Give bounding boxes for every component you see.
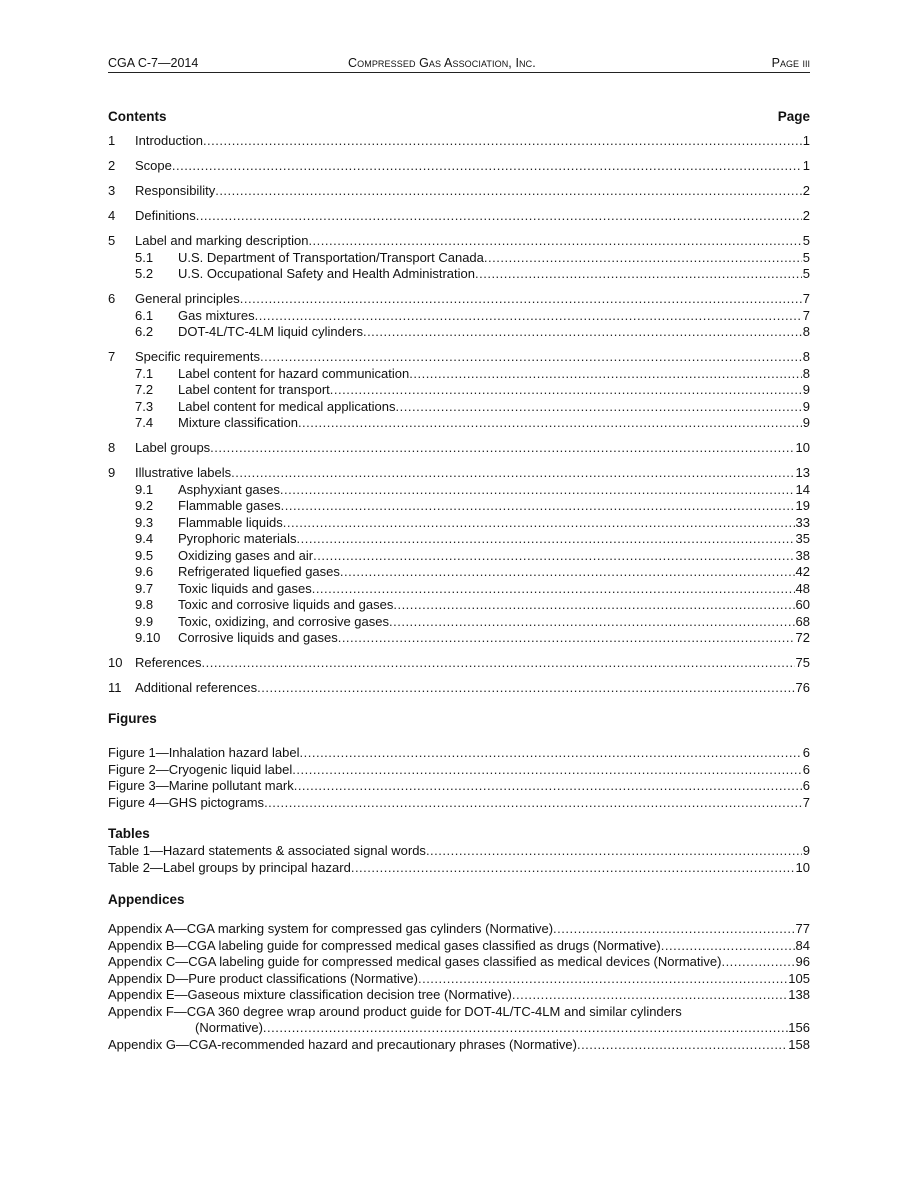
entry-page-number: 75 — [795, 655, 810, 670]
dot-leader — [661, 938, 795, 955]
appendix-entry[interactable] — [108, 1004, 810, 1037]
dot-leader — [201, 655, 794, 672]
entry-title-continuation: (Normative) — [195, 1020, 263, 1035]
contents-list — [108, 133, 810, 705]
entry-title: Label content for medical applications — [178, 398, 396, 414]
entry-number: 9.7 — [135, 580, 154, 596]
entry-number: 7 — [108, 349, 116, 364]
entry-number: 9.2 — [135, 498, 154, 513]
entry-number: 7.4 — [135, 415, 154, 430]
entry-page-number: 7 — [802, 307, 810, 323]
toc-subentry[interactable] — [108, 614, 810, 631]
entry-page-number: 14 — [795, 481, 810, 497]
entry-number: 3 — [108, 183, 116, 198]
entry-title: Asphyxiant gases — [178, 481, 280, 497]
entry-title: Flammable liquids — [178, 514, 283, 530]
toc-subentry[interactable] — [108, 399, 810, 416]
entry-title: Appendix G—CGA-recommended hazard and precautionary phrases (Normative) — [108, 1036, 577, 1052]
dot-leader — [280, 482, 795, 499]
entry-page-number: 1 — [802, 158, 810, 173]
toc-entry[interactable] — [108, 133, 810, 150]
entry-number: 6 — [108, 291, 116, 306]
appendix-entry[interactable] — [108, 938, 810, 955]
toc-entry[interactable] — [108, 465, 810, 482]
entry-page-number: 9 — [802, 843, 810, 858]
entry-number: 5 — [108, 233, 116, 248]
dot-leader — [512, 987, 787, 1004]
toc-subentry[interactable] — [108, 581, 810, 598]
entry-page-number: 60 — [795, 597, 810, 612]
table-entry[interactable] — [108, 860, 810, 877]
tables-heading: Tables — [108, 826, 150, 841]
entry-title: Illustrative labels — [135, 465, 232, 480]
dot-leader — [255, 308, 802, 325]
toc-subentry[interactable] — [108, 482, 810, 499]
toc-section — [108, 133, 810, 150]
toc-subentry[interactable] — [108, 564, 810, 581]
dot-leader — [484, 250, 802, 267]
entry-number: 10 — [108, 655, 123, 670]
entry-title: Oxidizing gases and air — [178, 547, 314, 563]
dot-leader — [283, 515, 795, 532]
entry-page-number: 35 — [795, 531, 810, 546]
dot-leader — [231, 465, 794, 482]
entry-page-number: 5 — [802, 249, 810, 265]
entry-page-number: 84 — [795, 937, 810, 953]
entry-title: Figure 4—GHS pictograms — [108, 794, 265, 810]
entry-number: 9.10 — [135, 630, 161, 645]
entry-page-number: 7 — [802, 291, 810, 306]
toc-subentry[interactable] — [108, 324, 810, 341]
entry-title: Toxic and corrosive liquids and gases — [178, 597, 394, 612]
contents-heading-row — [108, 109, 810, 124]
dot-leader — [553, 921, 794, 938]
dot-leader — [313, 548, 794, 565]
dot-leader — [409, 366, 802, 383]
toc-subentry[interactable] — [108, 382, 810, 399]
page-header — [108, 56, 810, 73]
dot-leader — [330, 382, 802, 399]
entry-number: 2 — [108, 158, 116, 173]
entry-number: 6.1 — [135, 307, 154, 323]
dot-leader — [308, 233, 801, 250]
figure-entry[interactable] — [108, 745, 810, 762]
entry-title: Gas mixtures — [178, 307, 255, 323]
figure-entry[interactable] — [108, 778, 810, 795]
figures-heading-block — [108, 711, 810, 726]
entry-page-number: 96 — [795, 954, 810, 969]
appendix-entry[interactable] — [108, 987, 810, 1004]
toc-entry[interactable] — [108, 233, 810, 250]
entry-title: Definitions — [135, 208, 196, 223]
entry-title: Toxic, oxidizing, and corrosive gases — [178, 613, 389, 629]
toc-subentry[interactable] — [108, 515, 810, 532]
toc-section — [108, 158, 810, 175]
dot-leader — [475, 266, 802, 283]
toc-section — [108, 349, 810, 432]
toc-subentry[interactable] — [108, 597, 810, 614]
entry-number: 9.3 — [135, 514, 154, 530]
table-entry[interactable] — [108, 843, 810, 860]
appendices-heading: Appendices — [108, 892, 185, 907]
entry-title: Appendix E—Gaseous mixture classification decision tree (Normative) — [108, 987, 512, 1002]
appendix-entry[interactable] — [108, 954, 810, 971]
dot-leader — [297, 531, 795, 548]
tables-heading-block — [108, 826, 810, 841]
entry-title: Additional references — [135, 680, 258, 695]
entry-page-number: 10 — [795, 440, 810, 455]
dot-leader — [172, 158, 802, 175]
appendices-list — [108, 921, 810, 1053]
entry-number: 9 — [108, 465, 116, 480]
dot-leader — [393, 597, 794, 614]
entry-page-number: 77 — [795, 921, 810, 936]
toc-entry[interactable] — [108, 655, 810, 672]
entry-title: U.S. Occupational Safety and Health Administration — [178, 266, 475, 281]
entry-title: Refrigerated liquefied gases — [178, 564, 340, 579]
entry-number: 9.1 — [135, 481, 154, 497]
entry-page-number: 6 — [802, 761, 810, 777]
dot-leader — [300, 745, 802, 762]
page-number-label: Page iii — [771, 56, 810, 70]
toc-section — [108, 440, 810, 457]
dot-leader — [281, 498, 795, 515]
entry-number: 9.4 — [135, 531, 154, 546]
publisher-name: Compressed Gas Association, Inc. — [348, 56, 536, 70]
entry-title: Appendix A—CGA marking system for compressed gas cylinders (Normative) — [108, 921, 554, 936]
entry-page-number: 8 — [802, 324, 810, 339]
entry-page-number: 9 — [802, 415, 810, 430]
dot-leader — [721, 954, 794, 971]
dot-leader — [418, 971, 787, 988]
entry-page-number: 8 — [802, 349, 810, 364]
entry-title: Appendix D—Pure product classifications (Normative) — [108, 970, 418, 986]
toc-subentry[interactable] — [108, 250, 810, 267]
page-column-heading: Page — [777, 109, 810, 124]
entry-title: Pyrophoric materials — [178, 531, 297, 546]
figure-entry[interactable] — [108, 795, 810, 812]
entry-page-number: 10 — [795, 859, 810, 875]
entry-page-number: 42 — [795, 564, 810, 579]
entry-page-number: 72 — [795, 630, 810, 645]
toc-section — [108, 291, 810, 341]
entry-page-number: 19 — [795, 498, 810, 513]
entry-page-number: 33 — [795, 514, 810, 530]
toc-entry[interactable] — [108, 349, 810, 366]
dot-leader — [340, 564, 795, 581]
figure-entry[interactable] — [108, 762, 810, 779]
entry-number: 9.5 — [135, 547, 154, 563]
toc-section — [108, 680, 810, 697]
dot-leader — [577, 1037, 787, 1054]
appendix-entry[interactable] — [108, 1037, 810, 1054]
toc-subentry[interactable] — [108, 548, 810, 565]
entry-title: Label groups — [135, 440, 211, 455]
toc-section — [108, 233, 810, 283]
appendix-entry[interactable] — [108, 971, 810, 988]
toc-section — [108, 655, 810, 672]
toc-subentry[interactable] — [108, 498, 810, 515]
entry-page-number: 8 — [802, 365, 810, 381]
document-id: CGA C-7—2014 — [108, 56, 199, 70]
entry-page-number: 13 — [795, 465, 810, 480]
entry-page-number: 2 — [802, 208, 810, 223]
dot-leader — [263, 1020, 788, 1037]
dot-leader — [196, 208, 802, 225]
entry-page-number: 2 — [802, 183, 810, 198]
entry-page-number: 6 — [802, 778, 810, 793]
entry-number: 7.1 — [135, 365, 154, 381]
entry-title: Label content for transport — [178, 382, 330, 397]
entry-title: Scope — [135, 158, 172, 173]
toc-entry[interactable] — [108, 680, 810, 697]
dot-leader — [292, 762, 802, 779]
entry-number: 1 — [108, 133, 116, 148]
entry-page-number: 138 — [788, 987, 810, 1002]
entry-title: Appendix F—CGA 360 degree wrap around product guide for DOT-4L/TC-4LM and similar cylinders — [108, 1003, 682, 1019]
dot-leader — [426, 843, 802, 860]
entry-page-number: 68 — [795, 613, 810, 629]
entry-number: 9.8 — [135, 597, 154, 612]
appendix-entry[interactable] — [108, 921, 810, 938]
entry-number: 5.2 — [135, 266, 154, 281]
entry-title: Responsibility — [135, 183, 216, 198]
dot-leader — [257, 680, 794, 697]
dot-leader — [351, 860, 795, 877]
entry-page-number: 7 — [802, 794, 810, 810]
toc-subentry[interactable] — [108, 366, 810, 383]
toc-section — [108, 183, 810, 200]
toc-subentry[interactable] — [108, 415, 810, 432]
entry-page-number: 9 — [802, 382, 810, 397]
toc-entry[interactable] — [108, 208, 810, 225]
entry-title: Label content for hazard communication — [178, 365, 410, 381]
entry-number: 9.6 — [135, 564, 154, 579]
dot-leader — [264, 795, 802, 812]
toc-subentry[interactable] — [108, 531, 810, 548]
figures-list — [108, 745, 810, 811]
entry-page-number: 5 — [802, 233, 810, 248]
dot-leader — [260, 349, 802, 366]
entry-number: 8 — [108, 440, 116, 455]
entry-title: Corrosive liquids and gases — [178, 630, 338, 645]
entry-page-number: 105 — [788, 970, 810, 986]
dot-leader — [210, 440, 794, 457]
dot-leader — [312, 581, 795, 598]
entry-title: Mixture classification — [178, 415, 298, 430]
entry-page-number: 38 — [795, 547, 810, 563]
toc-entry[interactable] — [108, 158, 810, 175]
entry-number: 6.2 — [135, 324, 154, 339]
entry-number: 9.9 — [135, 613, 154, 629]
entry-title: Figure 1—Inhalation hazard label — [108, 745, 300, 760]
entry-number: 11 — [108, 680, 122, 695]
entry-number: 7.3 — [135, 398, 154, 414]
dot-leader — [396, 399, 802, 416]
toc-entry[interactable] — [108, 183, 810, 200]
entry-title: References — [135, 655, 202, 670]
entry-page-number: 158 — [788, 1036, 810, 1052]
dot-leader — [215, 183, 802, 200]
entry-title: Introduction — [135, 133, 203, 148]
entry-title: Toxic liquids and gases — [178, 580, 312, 596]
entry-page-number: 48 — [795, 580, 810, 596]
dot-leader — [298, 415, 802, 432]
entry-page-number: 76 — [795, 680, 810, 695]
dot-leader — [338, 630, 795, 647]
entry-title: General principles — [135, 291, 240, 306]
entry-title: Figure 3—Marine pollutant mark — [108, 778, 294, 793]
entry-title: U.S. Department of Transportation/Transport Canada — [178, 249, 484, 265]
entry-title: Appendix C—CGA labeling guide for compressed medical gases classified as medical devices (Normative) — [108, 954, 722, 969]
figures-heading: Figures — [108, 711, 157, 726]
entry-title: DOT-4L/TC-4LM liquid cylinders — [178, 324, 363, 339]
toc-section — [108, 208, 810, 225]
entry-page-number: 9 — [802, 398, 810, 414]
entry-title: Appendix B—CGA labeling guide for compressed medical gases classified as drugs (Normative) — [108, 937, 661, 953]
dot-leader — [389, 614, 795, 631]
tables-list — [108, 843, 810, 876]
appendices-heading-block — [108, 892, 810, 907]
toc-subentry[interactable] — [108, 308, 810, 325]
toc-section — [108, 465, 810, 647]
entry-number: 4 — [108, 208, 116, 223]
entry-title: Flammable gases — [178, 498, 281, 513]
toc-entry[interactable] — [108, 440, 810, 457]
entry-page-number: 1 — [802, 133, 810, 148]
dot-leader — [363, 324, 802, 341]
entry-title: Figure 2—Cryogenic liquid label — [108, 761, 293, 777]
dot-leader — [203, 133, 802, 150]
entry-number: 5.1 — [135, 249, 154, 265]
entry-title: Table 2—Label groups by principal hazard — [108, 859, 351, 875]
entry-page-number: 6 — [802, 745, 810, 760]
entry-title: Table 1—Hazard statements & associated signal words — [108, 843, 426, 858]
contents-heading: Contents — [108, 109, 167, 124]
entry-title: Label and marking description — [135, 233, 309, 248]
dot-leader — [294, 778, 802, 795]
entry-number: 7.2 — [135, 382, 154, 397]
entry-page-number: 5 — [802, 266, 810, 281]
entry-title: Specific requirements — [135, 349, 260, 364]
toc-entry[interactable] — [108, 291, 810, 308]
entry-page-number: 156 — [788, 1020, 810, 1035]
toc-subentry[interactable] — [108, 630, 810, 647]
dot-leader — [240, 291, 802, 308]
toc-subentry[interactable] — [108, 266, 810, 283]
